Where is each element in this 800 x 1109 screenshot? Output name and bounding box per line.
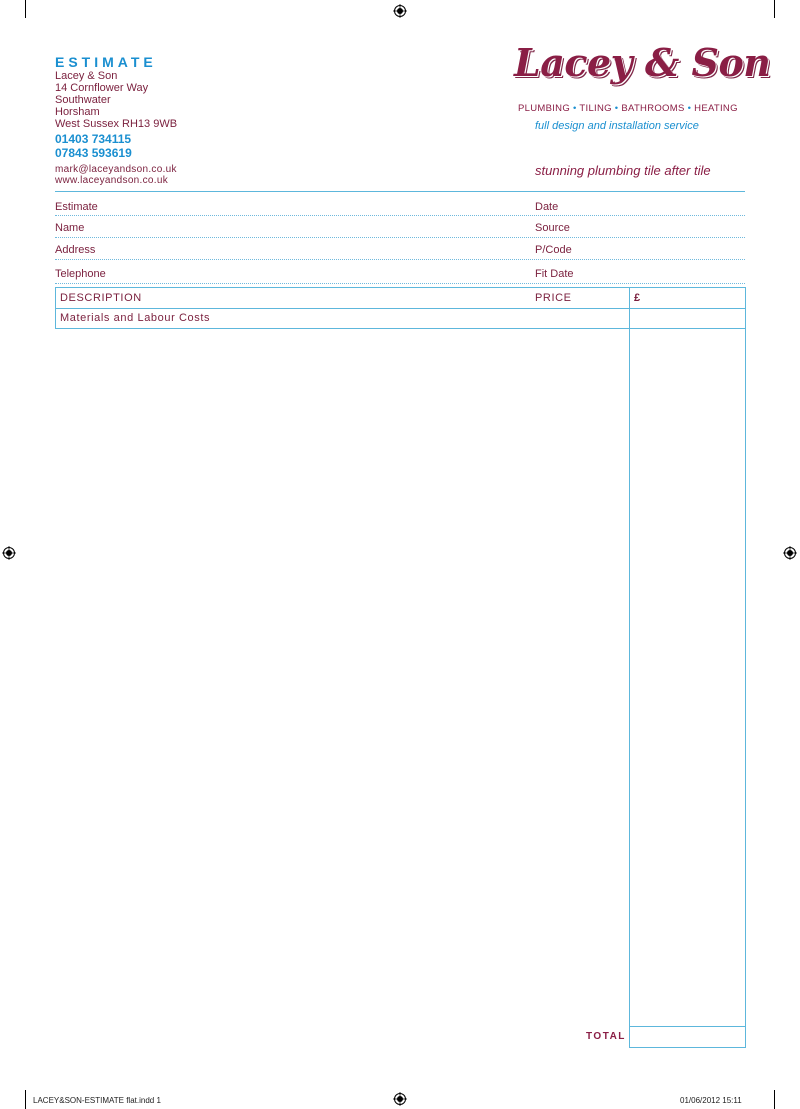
- print-timestamp: 01/06/2012 15:11: [680, 1096, 742, 1105]
- description-header: DESCRIPTION: [60, 292, 142, 304]
- materials-labour-row: Materials and Labour Costs: [60, 312, 211, 324]
- address-label: Address: [55, 244, 96, 256]
- total-divider: [629, 1026, 746, 1027]
- name-label: Name: [55, 222, 85, 234]
- service-separator: •: [614, 103, 619, 114]
- telephone-fitdate-line[interactable]: [55, 283, 745, 284]
- phone-mobile: 07843 593619: [55, 146, 132, 160]
- service-plumbing: PLUMBING: [518, 103, 571, 114]
- estimate-label: Estimate: [55, 201, 98, 213]
- service-bathrooms: BATHROOMS: [621, 103, 685, 114]
- table-header-divider: [629, 287, 630, 308]
- service-tagline: full design and installation service: [535, 120, 699, 132]
- date-label: Date: [535, 201, 559, 213]
- service-heating: HEATING: [694, 103, 738, 114]
- phone-landline: 01403 734115: [55, 132, 132, 146]
- service-separator: •: [687, 103, 692, 114]
- table-header-row: [55, 287, 746, 309]
- email-address: mark@laceyandson.co.uk: [55, 164, 177, 175]
- phone-numbers: [55, 132, 132, 160]
- crop-mark-top-left: [25, 0, 26, 18]
- registration-mark-top-icon: [393, 4, 407, 18]
- website-address: www.laceyandson.co.uk: [55, 175, 169, 186]
- header-divider: [55, 191, 745, 192]
- company-address: [55, 70, 177, 130]
- price-header: PRICE: [535, 292, 572, 304]
- address-line: Lacey & Son: [55, 70, 118, 82]
- address-line: Southwater: [55, 94, 111, 106]
- source-label: Source: [535, 222, 570, 234]
- total-label: TOTAL: [586, 1031, 626, 1042]
- contact-web: [55, 164, 177, 186]
- telephone-label: Telephone: [55, 268, 106, 280]
- estimate-date-line[interactable]: [55, 215, 745, 216]
- company-slogan: stunning plumbing tile after tile: [535, 163, 711, 178]
- fit-date-label: Fit Date: [535, 268, 574, 280]
- crop-mark-bottom-right: [774, 1090, 775, 1109]
- price-column[interactable]: [629, 308, 746, 1048]
- crop-mark-bottom-left: [25, 1090, 26, 1109]
- file-info: LACEY&SON-ESTIMATE flat.indd 1: [33, 1096, 161, 1105]
- name-source-line[interactable]: [55, 237, 745, 238]
- crop-mark-top-right: [774, 0, 775, 18]
- registration-mark-bottom-icon: [393, 1092, 407, 1106]
- services-list: [518, 103, 738, 114]
- document-title: ESTIMATE: [55, 54, 157, 70]
- address-line: West Sussex RH13 9WB: [55, 118, 178, 130]
- currency-symbol: £: [634, 292, 641, 304]
- postcode-label: P/Code: [535, 244, 572, 256]
- registration-mark-left-icon: [2, 546, 16, 560]
- address-line: 14 Cornflower Way: [55, 82, 149, 94]
- service-separator: •: [572, 103, 577, 114]
- address-postcode-line[interactable]: [55, 259, 745, 260]
- address-line: Horsham: [55, 106, 100, 118]
- registration-mark-right-icon: [783, 546, 797, 560]
- company-logo: Lacey & Son: [514, 40, 771, 85]
- service-tiling: TILING: [579, 103, 612, 114]
